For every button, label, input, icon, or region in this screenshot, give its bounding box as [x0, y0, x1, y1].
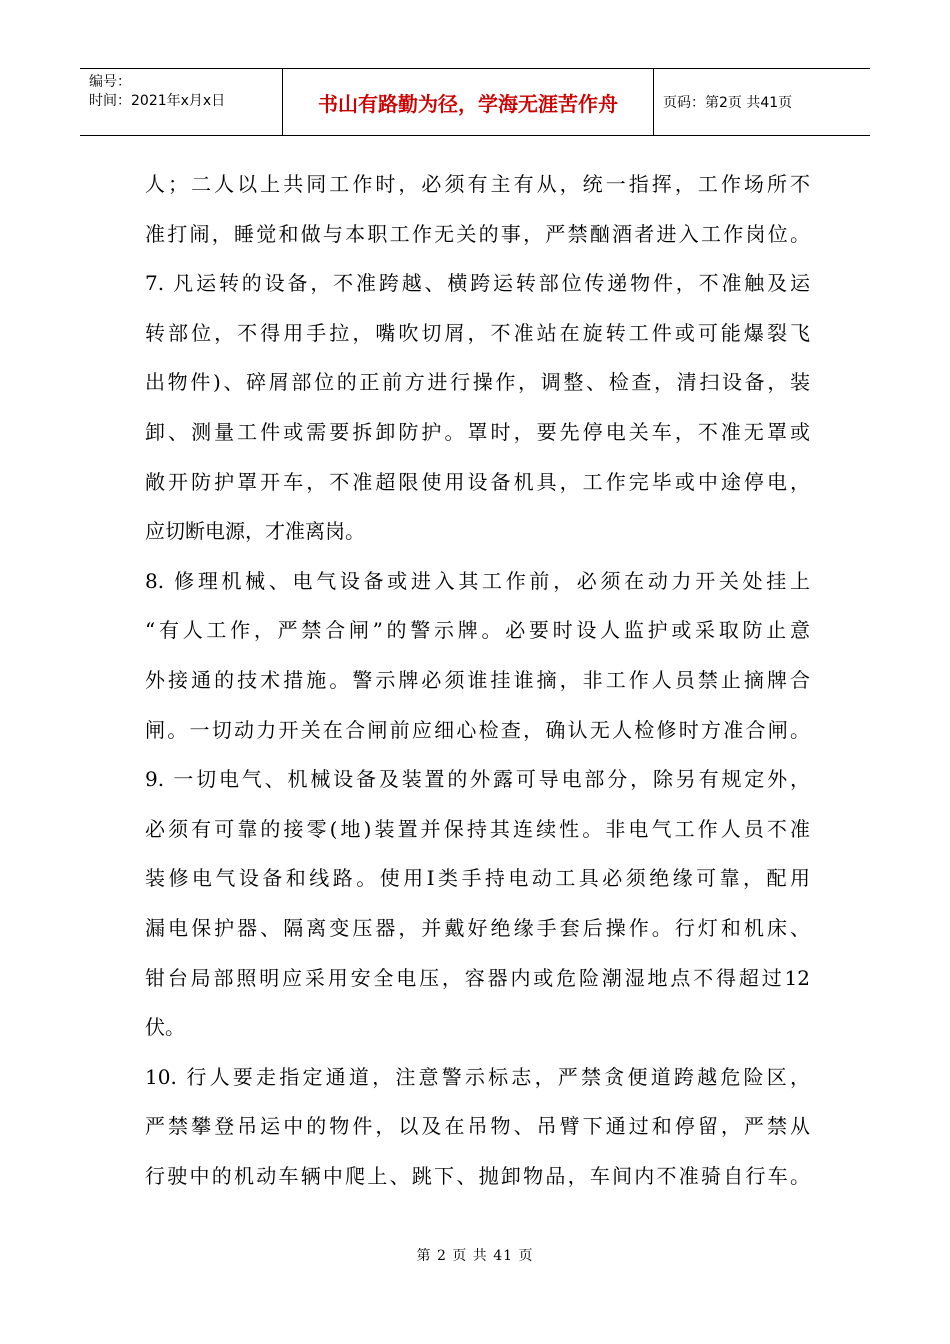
- header-meta: [80, 69, 283, 135]
- page-footer: 第 2 页 共 41 页: [416, 1248, 534, 1264]
- body-line: 人；二人以上共同工作时，必须有主有从，统一指挥，工作场所不: [145, 172, 810, 196]
- body-line: 敞开防护罩开车，不准超限使用设备机具，工作完毕或中途停电，: [145, 469, 810, 494]
- document-time-label: 时间：2021年x月x日: [89, 93, 226, 109]
- body-line: 7. 凡运转的设备，不准跨越、横跨运转部位传递物件，不准触及运: [145, 271, 810, 296]
- body-line: 卸、测量工件或需要拆卸防护。罩时，要先停电关车，不准无罩或: [145, 419, 810, 444]
- document-body: [145, 160, 810, 1201]
- body-line: 漏电保护器、隔离变压器，并戴好绝缘手套后操作。行灯和机床、: [145, 915, 810, 940]
- body-line: 8. 修理机械、电气设备或进入其工作前，必须在动力开关处挂上: [145, 568, 810, 593]
- body-line: 钳台局部照明应采用安全电压，容器内或危险潮湿地点不得超过12: [145, 965, 810, 990]
- body-line: 应切断电源，才准离岗。: [145, 519, 365, 544]
- header-page-code: 页码：第2页 共41页: [663, 95, 793, 111]
- body-line: 10. 行人要走指定通道，注意警示标志，严禁贪便道跨越危险区，: [145, 1064, 810, 1089]
- body-line: “有人工作，严禁合闸”的警示牌。必要时设人监护或采取防止意: [145, 618, 810, 643]
- body-line: 装修电气设备和线路。使用Ⅰ类手持电动工具必须绝缘可靠，配用: [145, 866, 810, 891]
- body-line: 外接通的技术措施。警示牌必须谁挂谁摘，非工作人员禁止摘牌合: [145, 667, 810, 692]
- body-line: 行驶中的机动车辆中爬上、跳下、抛卸物品，车间内不准骑自行车。: [145, 1163, 810, 1188]
- body-line: 出物件)、碎屑部位的正前方进行操作，调整、检查，清扫设备，装: [145, 370, 810, 395]
- body-line: 9. 一切电气、机械设备及装置的外露可导电部分，除另有规定外，: [145, 767, 810, 792]
- header-motto: 书山有路勤为径，学海无涯苦作舟: [283, 69, 654, 135]
- body-line: 闸。一切动力开关在合闸前应细心检查，确认无人检修时方准合闸。: [145, 717, 810, 742]
- body-line: 转部位，不得用手拉，嘴吹切屑，不准站在旋转工件或可能爆裂飞: [145, 320, 810, 345]
- body-line: 严禁攀登吊运中的物件，以及在吊物、吊臂下通过和停留，严禁从: [145, 1114, 810, 1139]
- body-line: 伏。: [145, 1015, 185, 1040]
- body-line: 准打闹，睡觉和做与本职工作无关的事，严禁酗酒者进入工作岗位。: [145, 221, 810, 246]
- body-line: 必须有可靠的接零(地)装置并保持其连续性。非电气工作人员不准: [145, 816, 810, 841]
- page-header: [80, 68, 870, 136]
- document-number-label: 编号：: [89, 74, 131, 90]
